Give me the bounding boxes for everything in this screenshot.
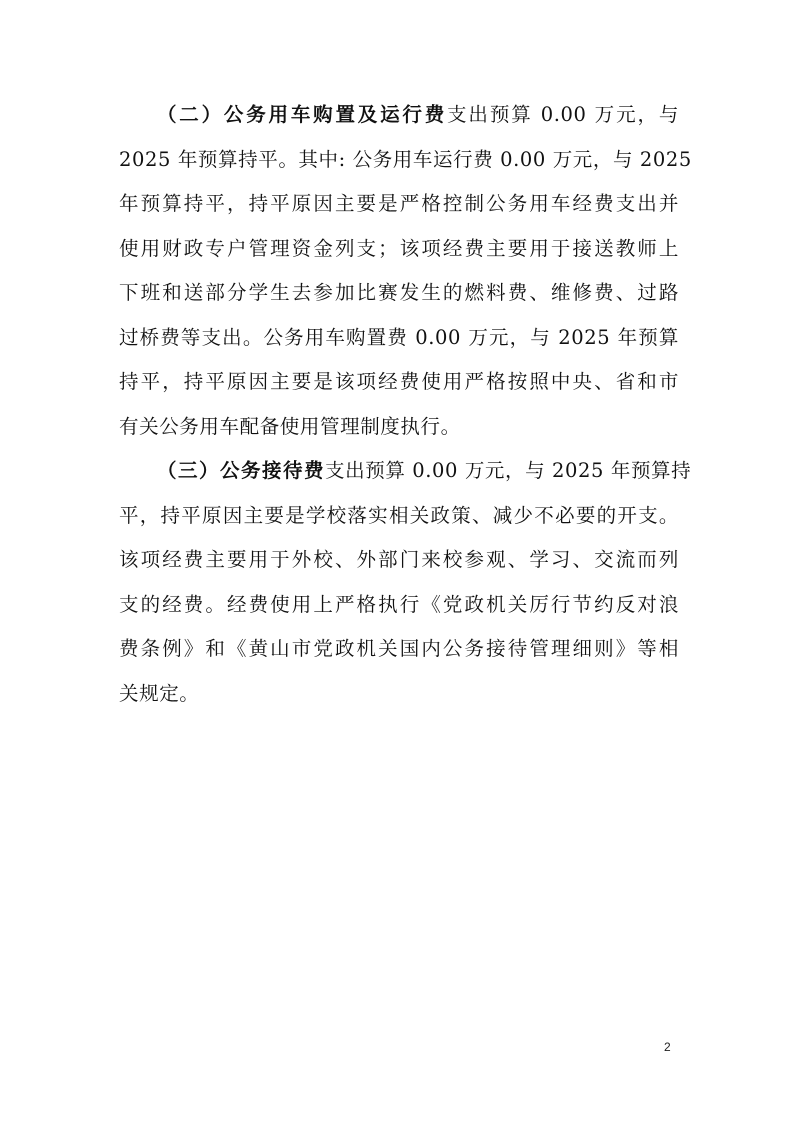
page-number: 2 (664, 1040, 671, 1054)
paragraph-line (119, 186, 679, 222)
paragraph-line (119, 542, 679, 578)
paragraph-line (119, 142, 692, 178)
line-text: 使用财政专户管理资金列支；该项经费主要用于接送教师上 (119, 237, 679, 260)
line-text: 该项经费主要用于外校、外部门来校参观、学习、交流而列 (119, 548, 679, 571)
paragraph-line (157, 453, 692, 489)
line-text: 有关公务用车配备使用管理制度执行。 (119, 415, 461, 438)
paragraph-line (157, 97, 679, 133)
section-heading: （二）公务用车购置及运行费 (157, 103, 447, 126)
line-text: 过桥费等支出。公务用车购置费 0.00 万元，与 2025 年预算 (119, 326, 679, 349)
paragraph-line (119, 409, 679, 445)
paragraph-line (119, 320, 679, 356)
paragraph-line (119, 587, 679, 623)
line-text: 下班和送部分学生去参加比赛发生的燃料费、维修费、过路 (119, 281, 679, 304)
paragraph-line (119, 498, 679, 534)
line-text: 支的经费。经费使用上严格执行《党政机关厉行节约反对浪 (119, 593, 679, 616)
line-text: 持平，持平原因主要是该项经费使用严格按照中央、省和市 (119, 370, 679, 393)
line-text: 支出预算 0.00 万元，与 2025 年预算持 (325, 459, 692, 482)
paragraph-line (119, 364, 679, 400)
line-text: 年预算持平，持平原因主要是严格控制公务用车经费支出并 (119, 192, 679, 215)
paragraph-line (119, 275, 679, 311)
paragraph-line (119, 631, 679, 667)
line-text: 关规定。 (119, 682, 200, 705)
paragraph-line (119, 676, 679, 712)
line-text: 支出预算 0.00 万元，与 (447, 103, 679, 126)
line-text: 费条例》和《黄山市党政机关国内公务接待管理细则》等相 (119, 637, 679, 660)
line-text: 平，持平原因主要是学校落实相关政策、减少不必要的开支。 (119, 504, 679, 527)
line-text: 2025 年预算持平。其中: 公务用车运行费 0.00 万元，与 2025 (119, 148, 692, 171)
section-heading: （三）公务接待费 (157, 459, 326, 482)
paragraph-line (119, 231, 679, 267)
